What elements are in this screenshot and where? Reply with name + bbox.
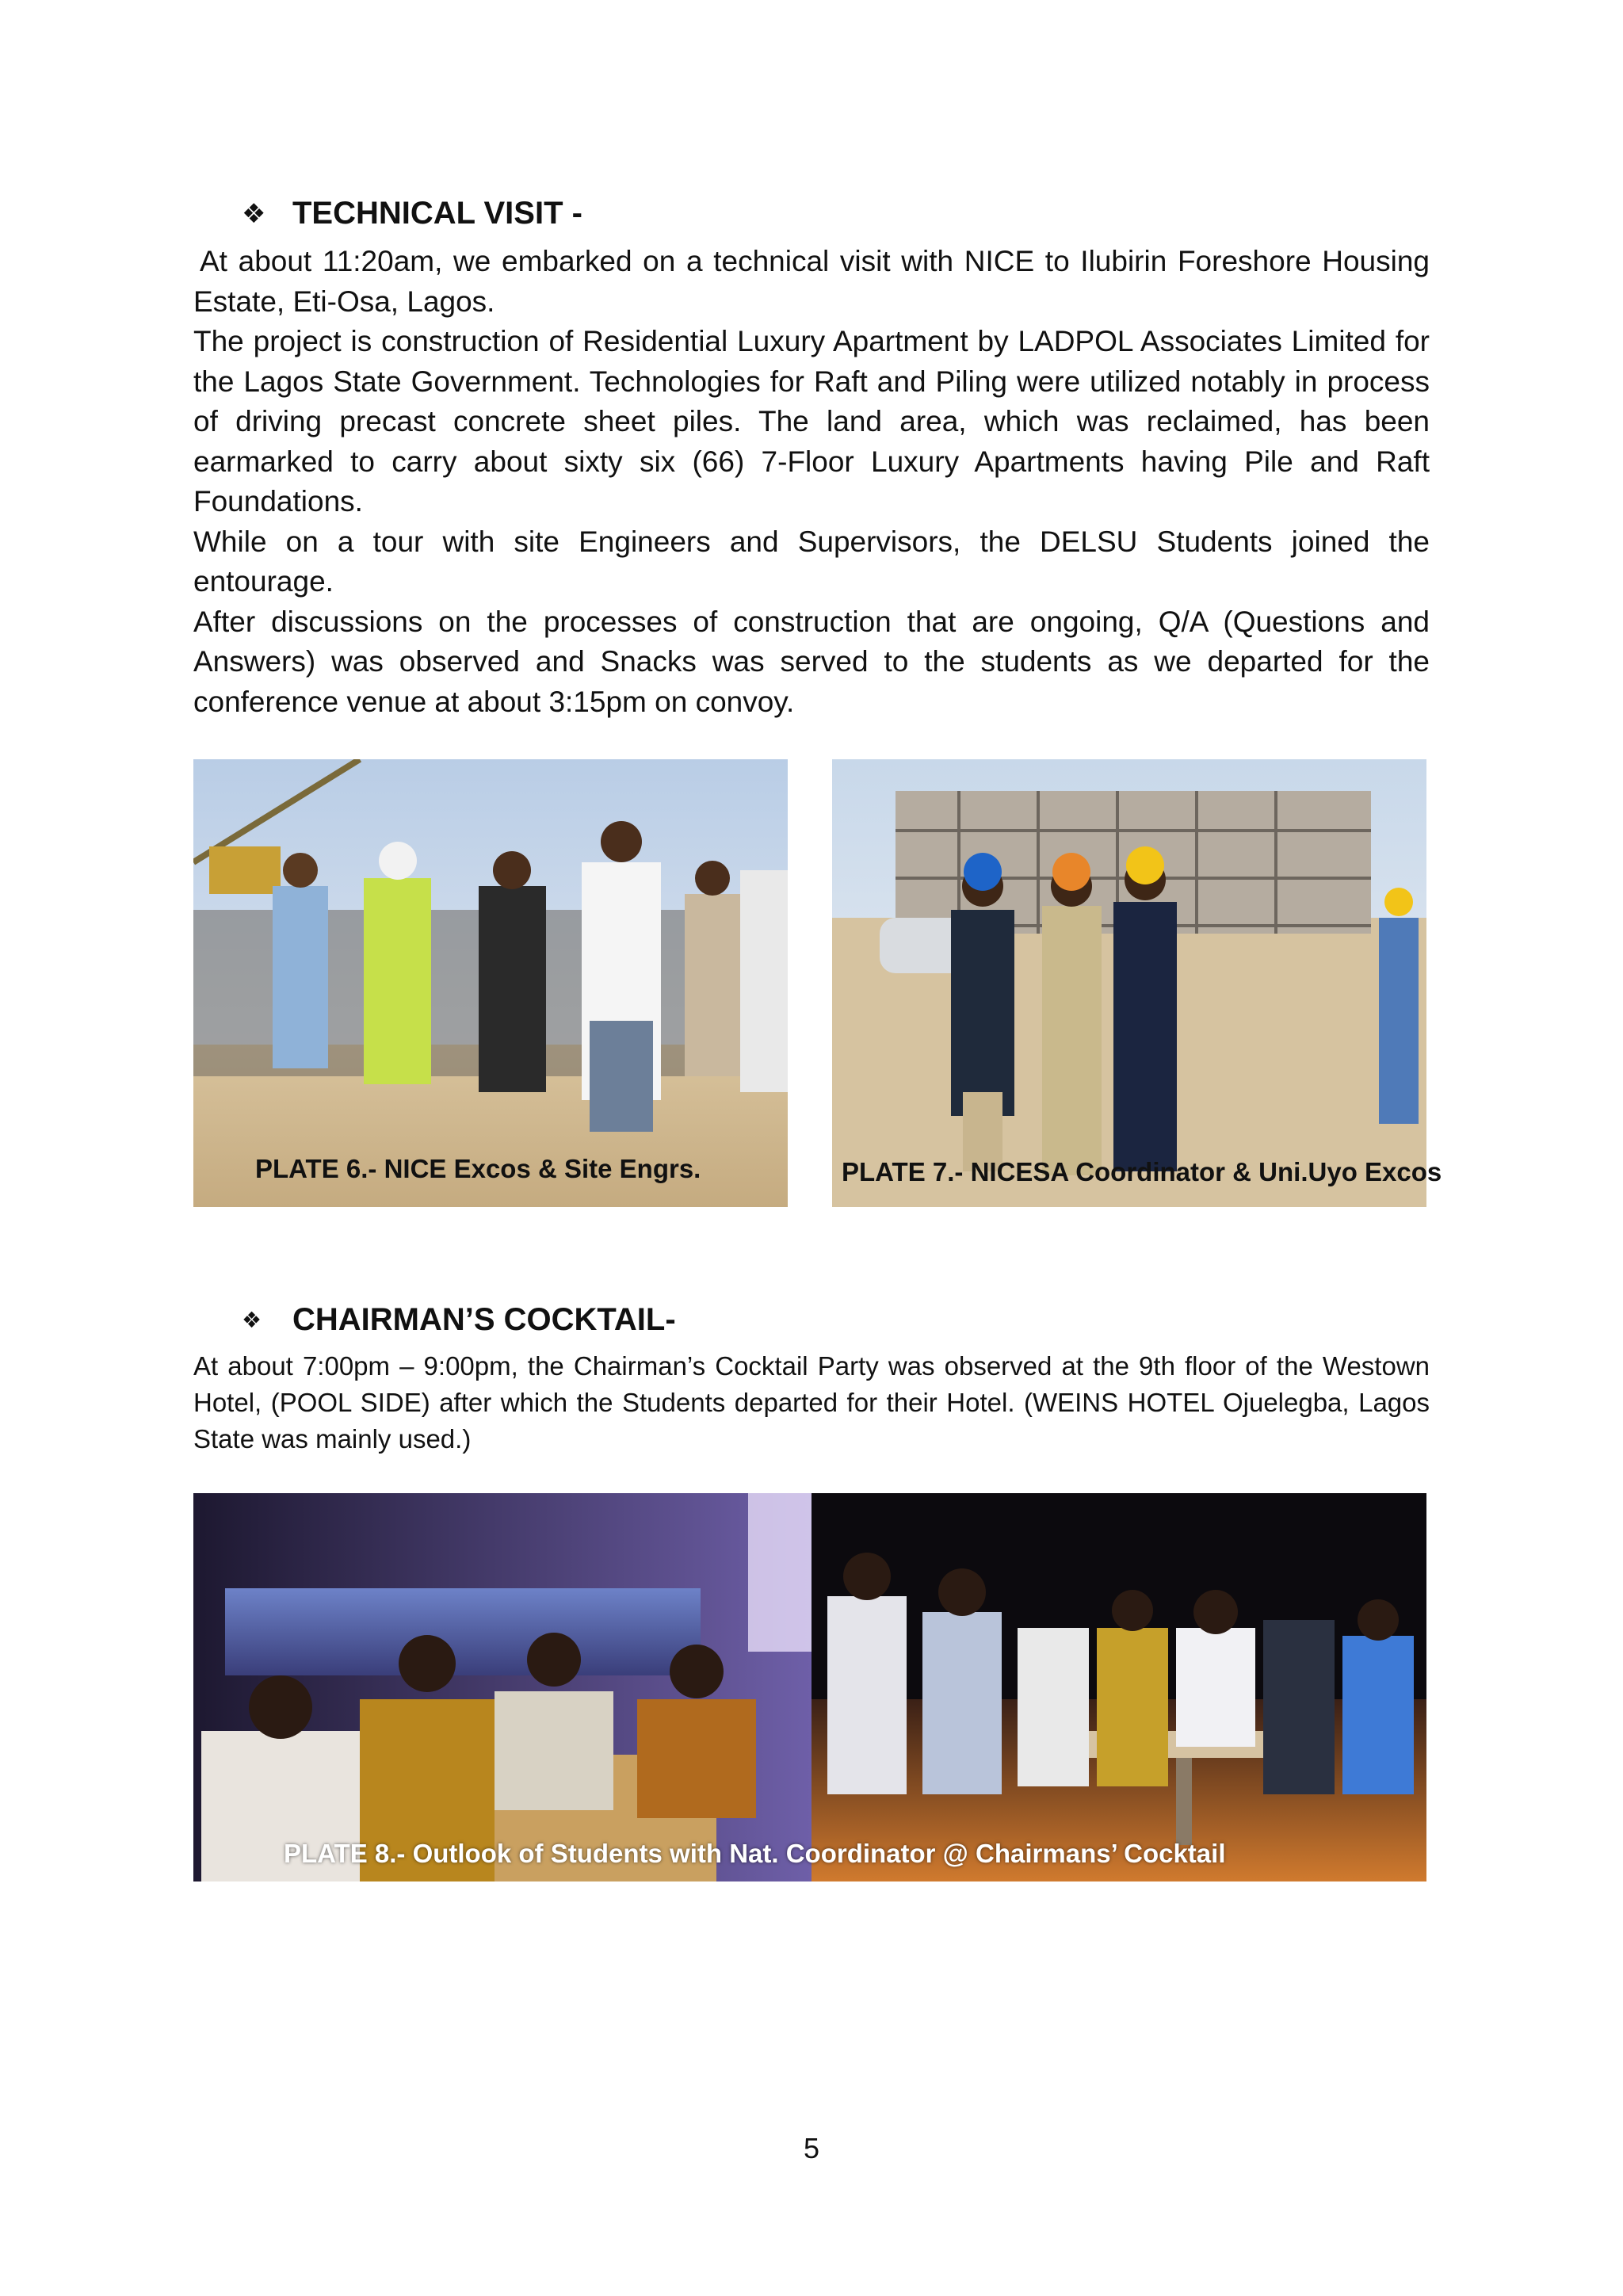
technical-visit-heading-text: TECHNICAL VISIT -: [292, 196, 582, 231]
technical-visit-paragraph-2: The project is construction of Residential Luxury Apartment by LADPOL Associates Limited for the Lagos State Government. Technologies for Raft and Piling were utilized notably in process of driving precast concrete sheet piles. The land area, which was reclaimed, has been earmarked to carry about sixty six (66) 7-Floor Luxury Apartments having Pile and Raft Foundations.: [193, 325, 1430, 518]
technical-visit-heading: [242, 196, 582, 231]
page-number: 5: [803, 2132, 820, 2164]
plate-8-caption: PLATE 8.- Outlook of Students with Nat. Coordinator @ Chairmans’ Cocktail: [284, 1839, 1226, 1868]
plate-7-photo: [832, 759, 1426, 1207]
plate-6-caption: PLATE 6.- NICE Excos & Site Engrs.: [255, 1154, 701, 1183]
plate-7-caption: PLATE 7.- NICESA Coordinator & Uni.Uyo Excos: [842, 1157, 1442, 1186]
technical-visit-paragraph-1: At about 11:20am, we embarked on a technical visit with NICE to Ilubirin Foreshore Housing Estate, Eti-Osa, Lagos.: [193, 245, 1430, 318]
chairmans-cocktail-body: [193, 1348, 1430, 1457]
technical-visit-paragraph-3: While on a tour with site Engineers and Supervisors, the DELSU Students joined the entourage.: [193, 525, 1430, 598]
diamond-bullet-icon: ❖: [242, 198, 266, 229]
plate-6-photo: [193, 759, 788, 1207]
technical-visit-body: [193, 242, 1430, 722]
diamond-bullet-icon: ❖: [242, 1307, 262, 1332]
chairmans-cocktail-heading-text: CHAIRMAN’S COCKTAIL-: [292, 1302, 676, 1337]
technical-visit-paragraph-4: After discussions on the processes of construction that are ongoing, Q/A (Questions and Answers) was observed and Snacks was served to the students as we departed for the conference venue at about 3:15pm on convoy.: [193, 605, 1430, 718]
chairmans-cocktail-paragraph: At about 7:00pm – 9:00pm, the Chairman’s Cocktail Party was observed at the 9th floor of the Westown Hotel, (POOL SIDE) after which the Students departed for their Hotel. (WEINS HOTEL Ojuelegba, Lagos State was mainly used.): [193, 1351, 1430, 1454]
chairmans-cocktail-heading: [242, 1302, 676, 1338]
plate-8-photo: [193, 1493, 1426, 1881]
